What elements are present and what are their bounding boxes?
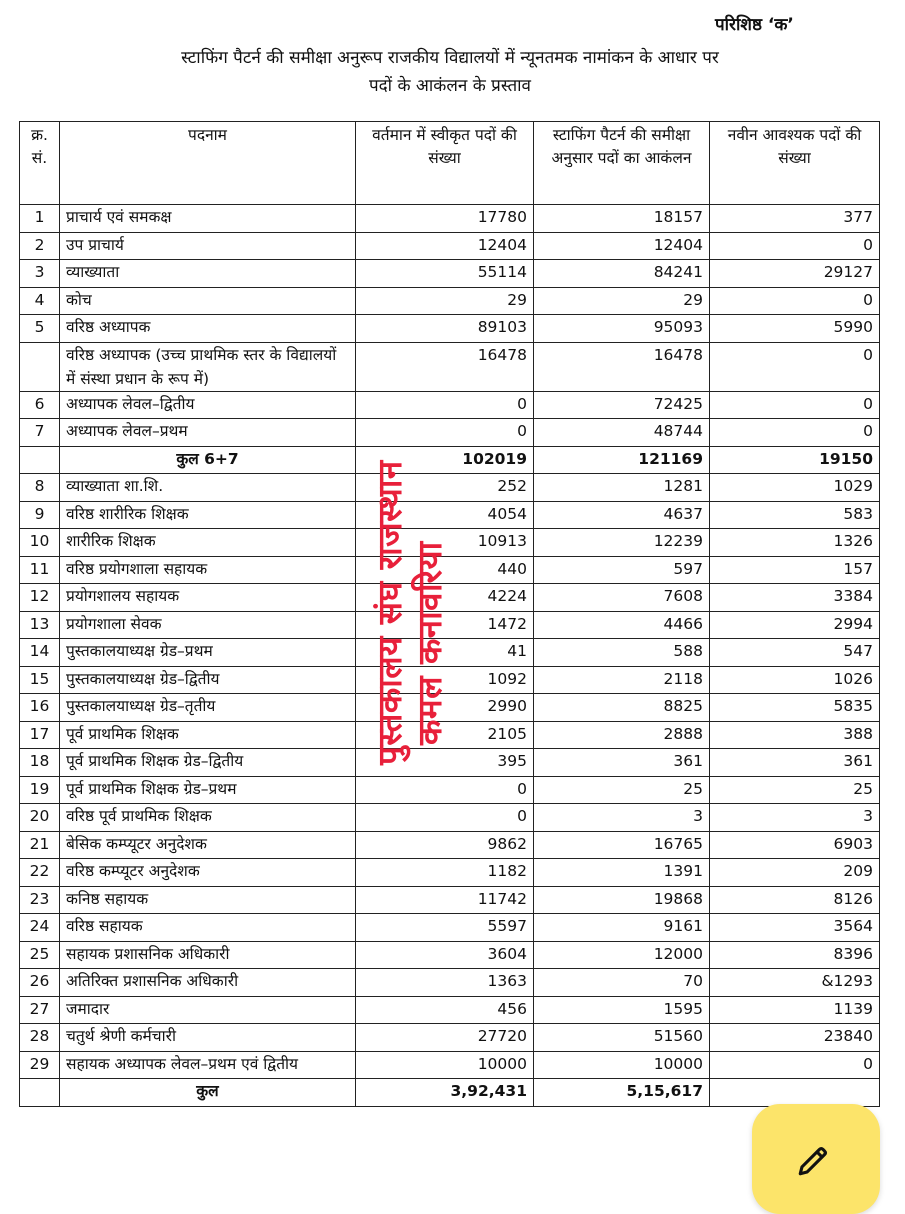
posts-table (19, 121, 880, 1107)
table-row (20, 391, 880, 419)
subtotal-new: 19150 (710, 446, 880, 474)
row-sn: 4 (20, 287, 60, 315)
row-new-required: 5990 (710, 315, 880, 343)
row-new-required: 0 (710, 391, 880, 419)
row-sn: 12 (20, 584, 60, 612)
row-assessed: 16478 (534, 342, 710, 391)
row-new-required: 2994 (710, 611, 880, 639)
row-new-required: 157 (710, 556, 880, 584)
row-assessed: 3 (534, 804, 710, 832)
row-new-required: 29127 (710, 260, 880, 288)
row-post: पुस्तकालयाध्यक्ष ग्रेड–तृतीय (60, 694, 356, 722)
table-row (20, 205, 880, 233)
row-assessed: 8825 (534, 694, 710, 722)
row-sn: 25 (20, 941, 60, 969)
table-row (20, 996, 880, 1024)
row-sanctioned: 395 (356, 749, 534, 777)
row-assessed: 51560 (534, 1024, 710, 1052)
row-new-required: 1029 (710, 474, 880, 502)
row-post: चतुर्थ श्रेणी कर्मचारी (60, 1024, 356, 1052)
title-line-1: स्टाफिंग पैटर्न की समीक्षा अनुरूप राजकीय विद्यालयों में न्यूनतमक नामांकन के आधार पर (181, 48, 719, 68)
document-title (40, 44, 860, 100)
row-assessed: 2118 (534, 666, 710, 694)
subtotal-sn (20, 446, 60, 474)
table-row (20, 886, 880, 914)
row-assessed: 12404 (534, 232, 710, 260)
row-new-required: 1326 (710, 529, 880, 557)
row-sanctioned: 12404 (356, 232, 534, 260)
row-new-required: 3384 (710, 584, 880, 612)
table-row (20, 287, 880, 315)
row-sn: 8 (20, 474, 60, 502)
row-post: पूर्व प्राथमिक शिक्षक (60, 721, 356, 749)
row-new-required: 361 (710, 749, 880, 777)
row-new-required: 0 (710, 1051, 880, 1079)
table-row (20, 232, 880, 260)
row-sanctioned: 1182 (356, 859, 534, 887)
row-new-required: 0 (710, 287, 880, 315)
row-post: प्रयोगशाला सेवक (60, 611, 356, 639)
row-post: वरिष्ठ प्रयोगशाला सहायक (60, 556, 356, 584)
row-sn: 17 (20, 721, 60, 749)
row-assessed: 361 (534, 749, 710, 777)
table-row (20, 749, 880, 777)
row-post: अध्यापक लेवल–द्वितीय (60, 391, 356, 419)
header-assessed: स्टाफिंग पैटर्न की समीक्षा अनुसार पदों का आकंलन (534, 122, 710, 205)
row-post: प्रयोगशालय सहायक (60, 584, 356, 612)
table-row (20, 694, 880, 722)
row-sn: 15 (20, 666, 60, 694)
table-row (20, 859, 880, 887)
row-post: पुस्तकालयाध्यक्ष ग्रेड–द्वितीय (60, 666, 356, 694)
subtotal-sanctioned: 102019 (356, 446, 534, 474)
row-assessed: 9161 (534, 914, 710, 942)
header-new-required: नवीन आवश्यक पदों की संख्या (710, 122, 880, 205)
row-new-required: 1026 (710, 666, 880, 694)
table-row (20, 721, 880, 749)
row-sanctioned: 2105 (356, 721, 534, 749)
row-assessed: 18157 (534, 205, 710, 233)
row-new-required: 377 (710, 205, 880, 233)
row-sanctioned: 456 (356, 996, 534, 1024)
row-new-required: &1293 (710, 969, 880, 997)
row-new-required: 209 (710, 859, 880, 887)
row-assessed: 84241 (534, 260, 710, 288)
row-new-required: 1139 (710, 996, 880, 1024)
table-row (20, 804, 880, 832)
row-sn: 20 (20, 804, 60, 832)
row-post: पुस्तकालयाध्यक्ष ग्रेड–प्रथम (60, 639, 356, 667)
row-sn: 1 (20, 205, 60, 233)
row-assessed: 12000 (534, 941, 710, 969)
title-line-2: पदों के आकंलन के प्रस्ताव (368, 76, 532, 96)
row-assessed: 25 (534, 776, 710, 804)
row-post: कोच (60, 287, 356, 315)
row-sanctioned: 5597 (356, 914, 534, 942)
row-assessed: 12239 (534, 529, 710, 557)
table-row (20, 969, 880, 997)
row-new-required: 3564 (710, 914, 880, 942)
row-sn: 5 (20, 315, 60, 343)
row-post: प्राचार्य एवं समकक्ष (60, 205, 356, 233)
table-row (20, 501, 880, 529)
total-new (710, 1079, 880, 1107)
row-sn: 29 (20, 1051, 60, 1079)
row-sanctioned: 27720 (356, 1024, 534, 1052)
appendix-label: परिशिष्ठ ‘क’ (715, 15, 794, 35)
row-sanctioned: 252 (356, 474, 534, 502)
row-post: कनिष्ठ सहायक (60, 886, 356, 914)
row-sanctioned: 1363 (356, 969, 534, 997)
row-post: पूर्व प्राथमिक शिक्षक ग्रेड–प्रथम (60, 776, 356, 804)
total-label: कुल (60, 1079, 356, 1107)
row-assessed: 72425 (534, 391, 710, 419)
row-post: वरिष्ठ अध्यापक (उच्च प्राथमिक स्तर के विद्यालयों में संस्था प्रधान के रूप में) (60, 342, 356, 391)
row-assessed: 4637 (534, 501, 710, 529)
row-assessed: 588 (534, 639, 710, 667)
row-post: उप प्राचार्य (60, 232, 356, 260)
row-sn: 2 (20, 232, 60, 260)
total-sanctioned: 3,92,431 (356, 1079, 534, 1107)
table-row (20, 1051, 880, 1079)
row-sanctioned: 55114 (356, 260, 534, 288)
row-sn: 6 (20, 391, 60, 419)
row-assessed: 95093 (534, 315, 710, 343)
row-sn: 7 (20, 419, 60, 447)
row-sanctioned: 4054 (356, 501, 534, 529)
row-sanctioned: 0 (356, 391, 534, 419)
row-sn: 16 (20, 694, 60, 722)
table-row (20, 914, 880, 942)
row-sanctioned: 4224 (356, 584, 534, 612)
row-new-required: 3 (710, 804, 880, 832)
row-post: वरिष्ठ पूर्व प्राथमिक शिक्षक (60, 804, 356, 832)
row-sn: 24 (20, 914, 60, 942)
row-sanctioned: 16478 (356, 342, 534, 391)
table-row (20, 611, 880, 639)
table-row (20, 639, 880, 667)
row-new-required: 583 (710, 501, 880, 529)
table-row (20, 260, 880, 288)
row-sanctioned: 17780 (356, 205, 534, 233)
table-row (20, 584, 880, 612)
table-row (20, 342, 880, 391)
row-assessed: 19868 (534, 886, 710, 914)
row-sn: 18 (20, 749, 60, 777)
row-sanctioned: 0 (356, 419, 534, 447)
row-assessed: 1281 (534, 474, 710, 502)
table-row (20, 666, 880, 694)
row-sn: 27 (20, 996, 60, 1024)
header-sn: क्र. सं. (20, 122, 60, 205)
table-row (20, 315, 880, 343)
row-sn: 19 (20, 776, 60, 804)
subtotal-row (20, 446, 880, 474)
row-assessed: 10000 (534, 1051, 710, 1079)
row-assessed: 29 (534, 287, 710, 315)
row-sn: 23 (20, 886, 60, 914)
table-row (20, 419, 880, 447)
row-post: बेसिक कम्प्यूटर अनुदेशक (60, 831, 356, 859)
table-header-row (20, 122, 880, 205)
row-post: वरिष्ठ सहायक (60, 914, 356, 942)
row-sanctioned: 2990 (356, 694, 534, 722)
table-row (20, 529, 880, 557)
row-post: जमादार (60, 996, 356, 1024)
row-sn: 28 (20, 1024, 60, 1052)
row-sanctioned: 29 (356, 287, 534, 315)
row-sanctioned: 10000 (356, 1051, 534, 1079)
row-post: वरिष्ठ अध्यापक (60, 315, 356, 343)
row-sanctioned: 0 (356, 776, 534, 804)
table-row (20, 831, 880, 859)
row-post: व्याख्याता (60, 260, 356, 288)
row-post: शारीरिक शिक्षक (60, 529, 356, 557)
row-sn: 22 (20, 859, 60, 887)
row-sanctioned: 89103 (356, 315, 534, 343)
row-assessed: 16765 (534, 831, 710, 859)
row-sanctioned: 1472 (356, 611, 534, 639)
row-sn: 13 (20, 611, 60, 639)
row-assessed: 2888 (534, 721, 710, 749)
total-sn (20, 1079, 60, 1107)
row-sn: 10 (20, 529, 60, 557)
row-post: पूर्व प्राथमिक शिक्षक ग्रेड–द्वितीय (60, 749, 356, 777)
row-post: सहायक प्रशासनिक अधिकारी (60, 941, 356, 969)
header-sanctioned: वर्तमान में स्वीकृत पदों की संख्या (356, 122, 534, 205)
row-sn: 9 (20, 501, 60, 529)
row-sanctioned: 10913 (356, 529, 534, 557)
row-sn: 21 (20, 831, 60, 859)
row-post: अतिरिक्त प्रशासनिक अधिकारी (60, 969, 356, 997)
row-new-required: 0 (710, 342, 880, 391)
edit-button[interactable] (752, 1104, 880, 1214)
row-sn: 26 (20, 969, 60, 997)
header-post: पदनाम (60, 122, 356, 205)
row-new-required: 6903 (710, 831, 880, 859)
row-new-required: 8126 (710, 886, 880, 914)
row-assessed: 70 (534, 969, 710, 997)
pencil-icon (796, 1144, 830, 1178)
total-assessed: 5,15,617 (534, 1079, 710, 1107)
row-new-required: 8396 (710, 941, 880, 969)
row-post: अध्यापक लेवल–प्रथम (60, 419, 356, 447)
row-new-required: 0 (710, 232, 880, 260)
row-new-required: 23840 (710, 1024, 880, 1052)
table-row (20, 1024, 880, 1052)
watermark-line-1: पुस्तकालय संघ राजस्थान (370, 460, 409, 765)
row-new-required: 5835 (710, 694, 880, 722)
row-sanctioned: 3604 (356, 941, 534, 969)
subtotal-assessed: 121169 (534, 446, 710, 474)
row-post: वरिष्ठ शारीरिक शिक्षक (60, 501, 356, 529)
subtotal-label: कुल 6+7 (60, 446, 356, 474)
row-post: वरिष्ठ कम्प्यूटर अनुदेशक (60, 859, 356, 887)
row-sanctioned: 440 (356, 556, 534, 584)
row-sanctioned: 11742 (356, 886, 534, 914)
row-sanctioned: 9862 (356, 831, 534, 859)
total-row (20, 1079, 880, 1107)
row-post: सहायक अध्यापक लेवल–प्रथम एवं द्वितीय (60, 1051, 356, 1079)
row-sanctioned: 41 (356, 639, 534, 667)
row-sanctioned: 0 (356, 804, 534, 832)
row-assessed: 597 (534, 556, 710, 584)
row-assessed: 1595 (534, 996, 710, 1024)
table-row (20, 474, 880, 502)
row-new-required: 388 (710, 721, 880, 749)
table-row (20, 941, 880, 969)
row-new-required: 25 (710, 776, 880, 804)
row-assessed: 48744 (534, 419, 710, 447)
row-sn: 3 (20, 260, 60, 288)
table-row (20, 556, 880, 584)
row-assessed: 4466 (534, 611, 710, 639)
watermark-line-2: कमल कनावरिया (410, 541, 449, 745)
row-post: व्याख्याता शा.शि. (60, 474, 356, 502)
row-sn: 14 (20, 639, 60, 667)
row-sn: 11 (20, 556, 60, 584)
row-sn (20, 342, 60, 391)
row-new-required: 0 (710, 419, 880, 447)
row-sanctioned: 1092 (356, 666, 534, 694)
table-row (20, 776, 880, 804)
row-assessed: 1391 (534, 859, 710, 887)
row-new-required: 547 (710, 639, 880, 667)
row-assessed: 7608 (534, 584, 710, 612)
